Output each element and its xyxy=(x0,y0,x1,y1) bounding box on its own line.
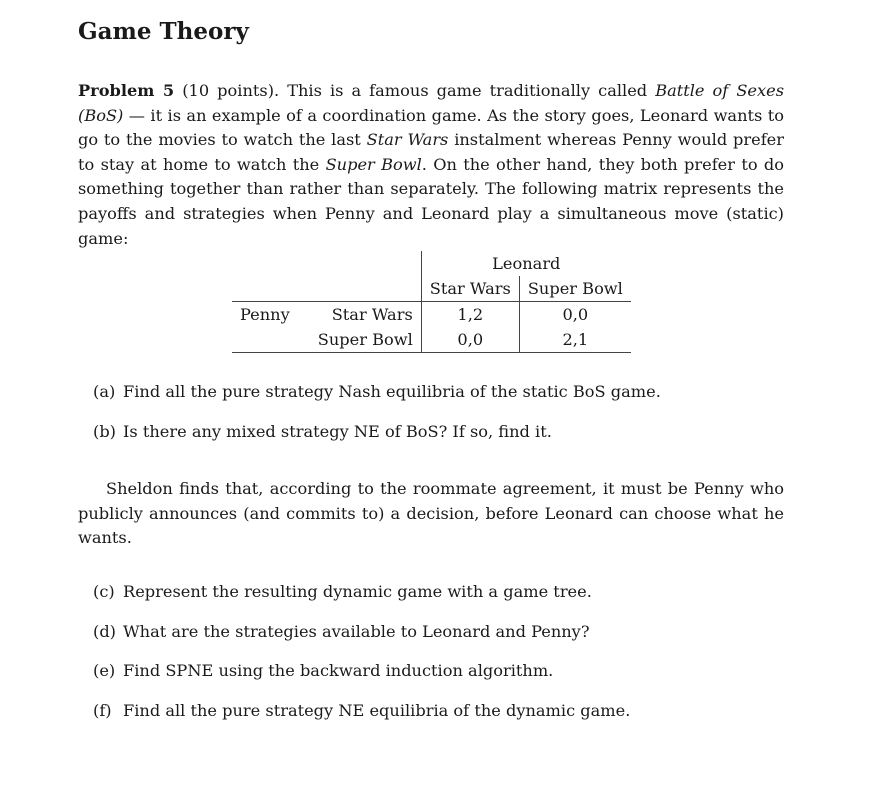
column-strategy-star-wars: Star Wars xyxy=(421,276,519,302)
star-wars-title: Star Wars xyxy=(366,130,449,150)
payoff-cell: 2,1 xyxy=(519,327,631,353)
question-text: Is there any mixed strategy NE of BoS? If so, find it. xyxy=(123,422,552,441)
question-e xyxy=(93,660,553,682)
row-player-label: Penny xyxy=(232,302,298,328)
page-title: Game Theory xyxy=(78,18,249,45)
payoff-cell: 0,0 xyxy=(519,302,631,328)
game-name: Battle of Sexes (BoS) xyxy=(78,81,784,125)
question-label: (c) xyxy=(93,582,115,601)
problem-statement xyxy=(78,79,784,251)
question-d xyxy=(93,621,590,643)
intro-text-b: — it is an example of a coordination game. As the story goes, Leonard wants to go to the movies to watch the last xyxy=(78,105,784,150)
question-label: (a) xyxy=(93,382,116,401)
problem-label: Problem 5 xyxy=(78,81,175,100)
question-label: (e) xyxy=(93,661,116,680)
question-text: Find all the pure strategy NE equilibria of the dynamic game. xyxy=(123,701,631,720)
question-text: Find SPNE using the backward induction algorithm. xyxy=(123,661,554,680)
payoff-matrix xyxy=(232,251,631,353)
problem-points: (10 points). xyxy=(174,81,280,100)
intro-text-d: . On the other hand, they both prefer to do something together than rather than separately. The following matrix represents the payoffs and strategies when Penny and Leonard play a simultaneous move (static) game: xyxy=(78,154,784,248)
question-label: (d) xyxy=(93,622,116,641)
question-b xyxy=(93,421,552,443)
super-bowl-title: Super Bowl xyxy=(325,154,422,174)
payoff-cell: 0,0 xyxy=(421,327,519,353)
question-f xyxy=(93,700,630,722)
row-strategy-star-wars: Star Wars xyxy=(298,302,422,328)
column-player-label: Leonard xyxy=(421,251,631,276)
question-text: Represent the resulting dynamic game with a game tree. xyxy=(123,582,592,601)
column-strategy-super-bowl: Super Bowl xyxy=(519,276,631,302)
question-text: What are the strategies available to Leonard and Penny? xyxy=(123,622,590,641)
question-a xyxy=(93,381,661,403)
payoff-cell: 1,2 xyxy=(421,302,519,328)
intro-text-a: This is a famous game traditionally called xyxy=(279,81,656,100)
row-strategy-super-bowl: Super Bowl xyxy=(298,327,422,353)
question-label: (b) xyxy=(93,422,116,441)
sheldon-paragraph: Sheldon finds that, according to the roommate agreement, it must be Penny who publicly announces (and commits to) a decision, before Leonard can choose what he wants. xyxy=(78,479,784,548)
intro-text-c: instalment whereas Penny would prefer to stay at home to watch the xyxy=(78,130,785,174)
question-label: (f) xyxy=(93,701,112,720)
question-c xyxy=(93,581,592,603)
question-text: Find all the pure strategy Nash equilibria of the static BoS game. xyxy=(123,382,661,401)
